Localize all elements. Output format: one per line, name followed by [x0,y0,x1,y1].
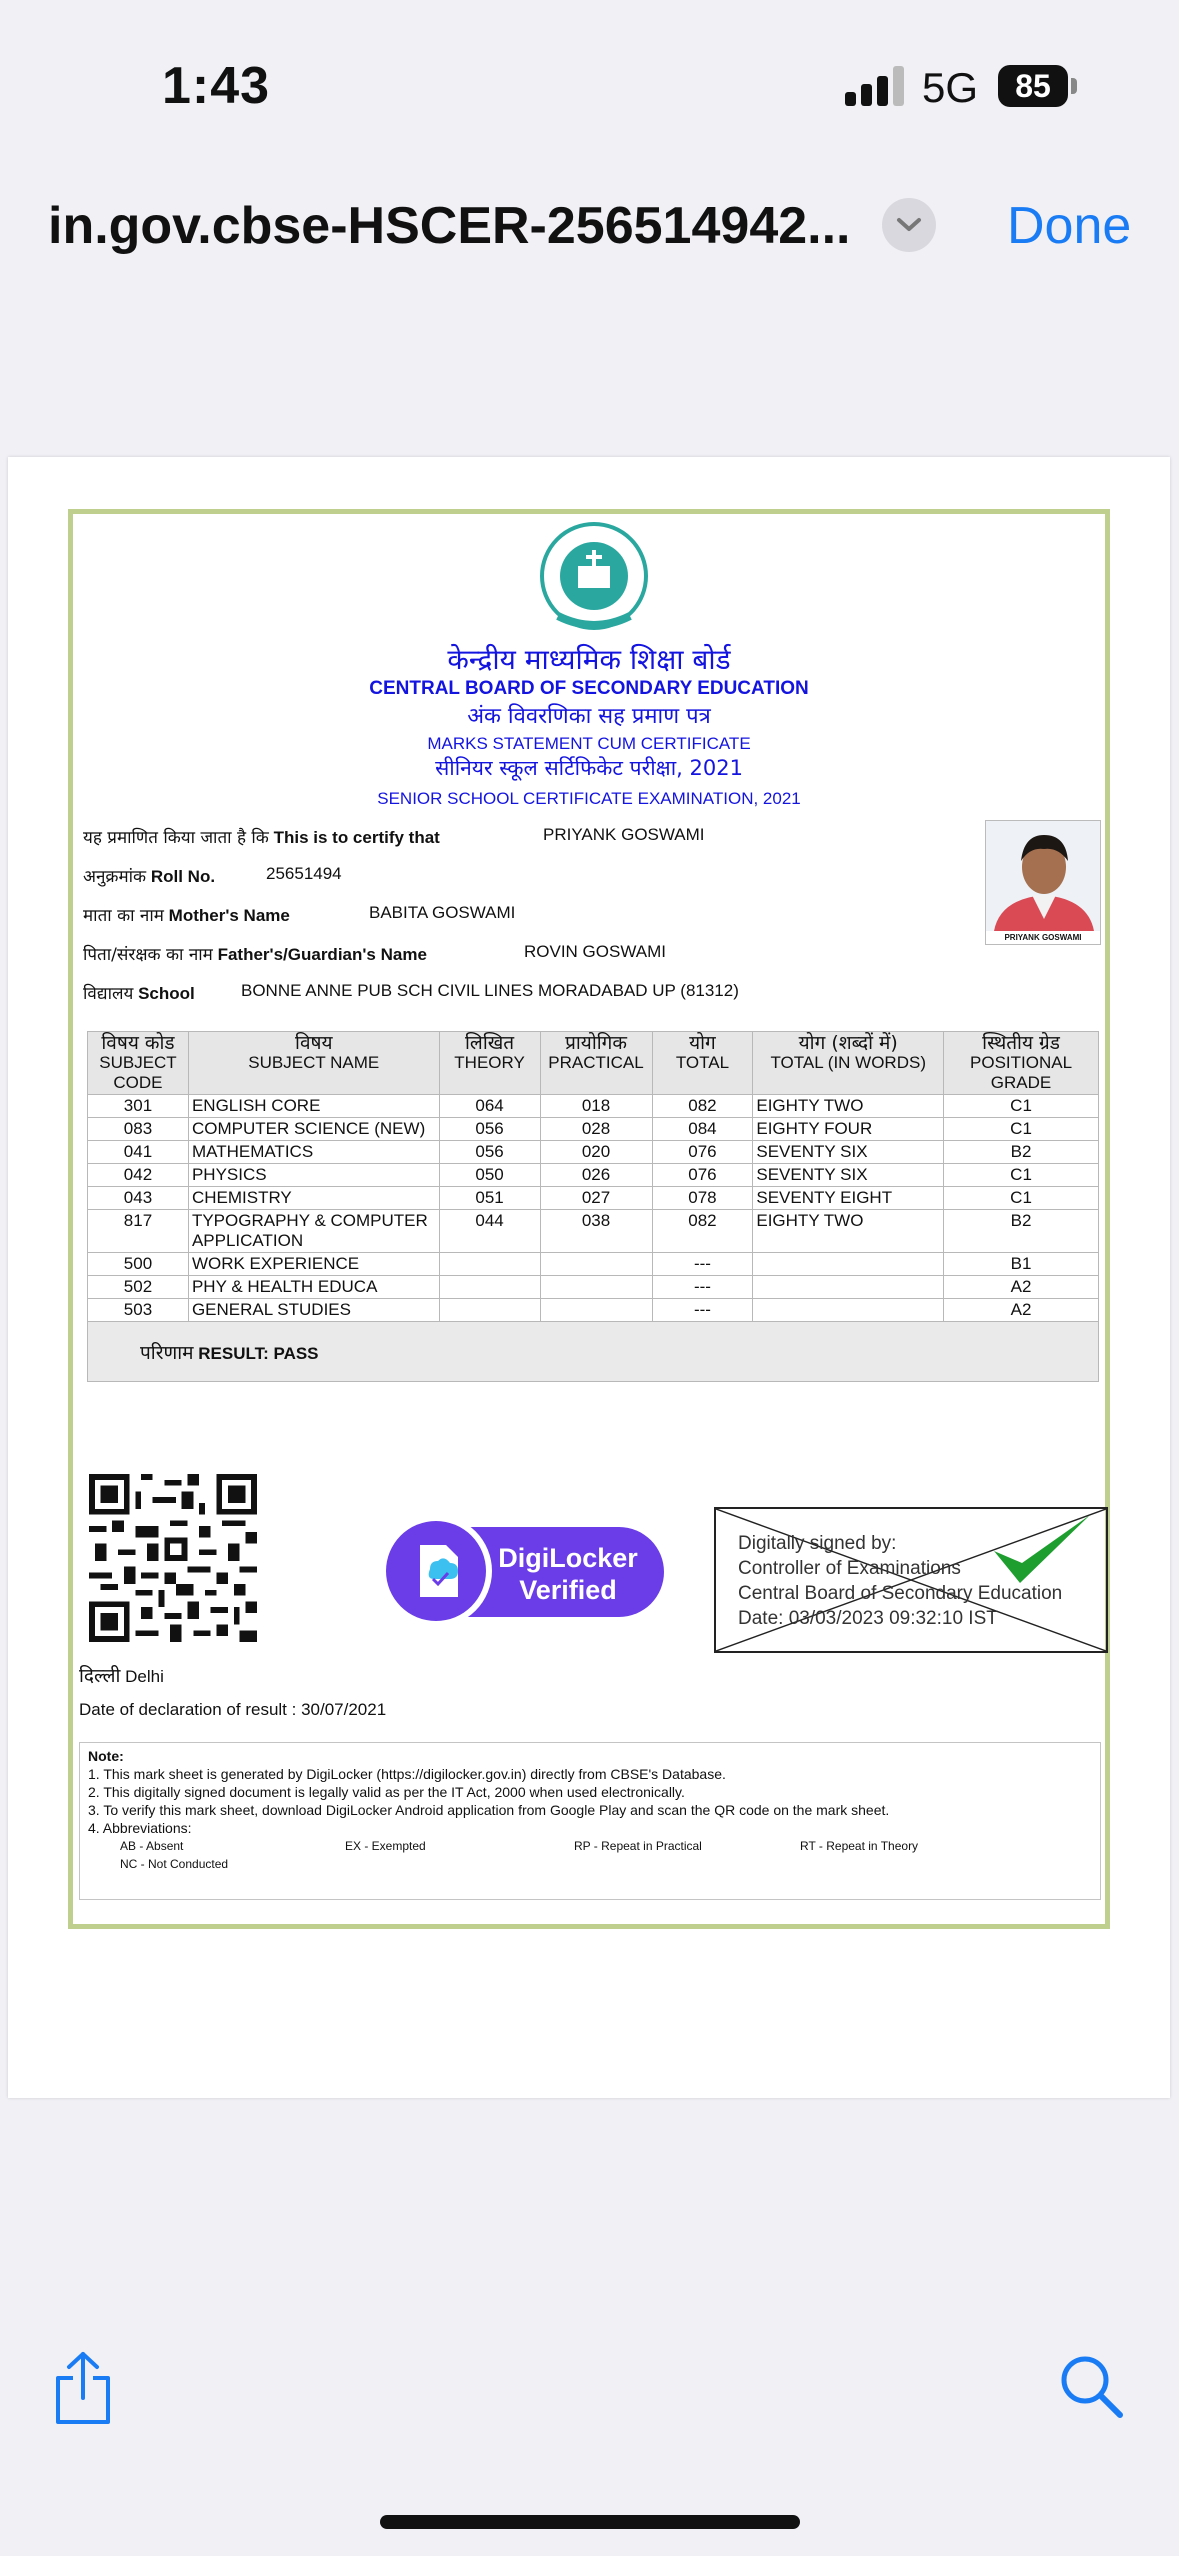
subject-name: ENGLISH CORE [188,1095,439,1118]
theory-marks: 051 [439,1187,540,1210]
school-name: BONNE ANNE PUB SCH CIVIL LINES MORADABAD UP (81312) [241,981,739,1000]
done-button[interactable]: Done [1007,197,1132,255]
declaration-date: Date of declaration of result : 30/07/2021 [79,1700,387,1719]
qr-code-icon [89,1474,257,1642]
signature-line-2: Controller of Examinations [738,1558,961,1579]
photo-caption: PRIYANK GOSWAMI [1004,933,1082,942]
subject-code: 500 [88,1253,189,1276]
table-row [88,1095,1099,1118]
digilocker-line1: DigiLocker [498,1543,638,1573]
total-in-words: SEVENTY SIX [753,1141,944,1164]
marks-table-header [88,1032,1099,1095]
abbr-repeat-practical: RP - Repeat in Practical [574,1839,702,1853]
subject-code: 502 [88,1276,189,1299]
signature-text [738,1531,1062,1631]
school-line [83,981,739,1004]
table-row [88,1118,1099,1141]
candidate-name: PRIYANK GOSWAMI [543,825,705,844]
battery-cap [1071,78,1077,94]
total-marks: --- [652,1299,753,1322]
signature-line-3: Central Board of Secondary Education [738,1583,1063,1604]
total-in-words [753,1276,944,1299]
header-subject-code: विषय कोड SUBJECT CODE [88,1032,189,1095]
grade: C1 [944,1118,1099,1141]
marks-table [87,1031,1099,1382]
grade: B2 [944,1141,1099,1164]
share-icon[interactable] [52,2350,114,2426]
place-hindi: दिल्ली [79,1665,121,1687]
abbr-absent: AB - Absent [120,1839,184,1853]
practical-marks: 018 [540,1095,652,1118]
school-label: School [138,984,195,1003]
search-icon[interactable] [1058,2353,1124,2419]
header-subject-name: विषय SUBJECT NAME [188,1032,439,1095]
theory-marks: 050 [439,1164,540,1187]
roll-label-hindi: अनुक्रमांक [83,867,147,887]
grade: B2 [944,1210,1099,1253]
mother-line [83,903,516,926]
practical-marks: 020 [540,1141,652,1164]
table-row [88,1187,1099,1210]
digilocker-line2: Verified [519,1575,617,1605]
subject-code: 817 [88,1210,189,1253]
network-type: 5G [922,64,979,111]
note-box [79,1742,1101,1900]
note-title: Note: [88,1748,124,1764]
header-grade: स्थितीय ग्रेड POSITIONAL GRADE [944,1032,1099,1095]
total-marks: --- [652,1253,753,1276]
abbr-exempted: EX - Exempted [345,1839,426,1853]
theory-marks: 056 [439,1141,540,1164]
subject-name: PHYSICS [188,1164,439,1187]
certify-label-hindi: यह प्रमाणित किया जाता है कि [83,828,269,848]
abbr-repeat-theory: RT - Repeat in Theory [800,1839,919,1853]
note-line: 3. To verify this mark sheet, download DigiLocker Android application from Google Play and scan the QR code on the mark sheet. [88,1802,890,1818]
document-page [8,457,1170,2098]
table-row [88,1210,1099,1253]
digilocker-verified-badge [378,1509,668,1634]
subject-code: 043 [88,1187,189,1210]
subject-code: 301 [88,1095,189,1118]
home-indicator[interactable] [380,2515,800,2529]
candidate-photo-image [986,821,1101,931]
mother-name: BABITA GOSWAMI [369,903,516,922]
note-line: 2. This digitally signed document is legally valid as per the IT Act, 2000 when used electronically. [88,1784,685,1800]
total-in-words: EIGHTY FOUR [753,1118,944,1141]
subject-code: 083 [88,1118,189,1141]
certify-line [83,825,705,848]
father-line [83,942,666,965]
abbr-not-conducted: NC - Not Conducted [120,1857,229,1871]
board-name-hindi: केन्द्रीय माध्यमिक शिक्षा बोर्ड [447,643,731,676]
theory-marks: 064 [439,1095,540,1118]
grade: C1 [944,1164,1099,1187]
theory-marks: 044 [439,1210,540,1253]
note-line: 4. Abbreviations: [88,1820,192,1836]
total-marks: 082 [652,1210,753,1253]
exam-name-hindi: सीनियर स्कूल सर्टिफिकेट परीक्षा, 2021 [435,756,743,780]
subject-name: TYPOGRAPHY & COMPUTER APPLICATION [188,1210,439,1253]
total-marks: 076 [652,1141,753,1164]
cbse-logo-icon [538,522,650,634]
total-marks: 082 [652,1095,753,1118]
result-cell [88,1322,1099,1382]
total-in-words: SEVENTY SIX [753,1164,944,1187]
table-row [88,1253,1099,1276]
total-marks: 076 [652,1164,753,1187]
practical-marks: 027 [540,1187,652,1210]
document-type: MARKS STATEMENT CUM CERTIFICATE [427,734,751,753]
practical-marks: 028 [540,1118,652,1141]
result-row [88,1322,1099,1382]
practical-marks [540,1276,652,1299]
practical-marks [540,1299,652,1322]
certificate-frame [68,509,1110,1929]
subject-code: 503 [88,1299,189,1322]
grade: A2 [944,1276,1099,1299]
status-bar [0,0,1179,175]
subject-code: 041 [88,1141,189,1164]
total-marks: --- [652,1276,753,1299]
battery-level: 85 [1015,67,1051,104]
header-practical: प्रायोगिक PRACTICAL [540,1032,652,1095]
grade: B1 [944,1253,1099,1276]
mother-label-hindi: माता का नाम [83,906,164,926]
subject-name: WORK EXPERIENCE [188,1253,439,1276]
total-in-words [753,1253,944,1276]
subject-code: 042 [88,1164,189,1187]
table-row [88,1276,1099,1299]
practical-marks: 026 [540,1164,652,1187]
signature-line-1: Digitally signed by: [738,1533,897,1554]
table-row [88,1164,1099,1187]
total-marks: 078 [652,1187,753,1210]
abbreviations-2 [88,1855,1092,1873]
header-theory: लिखित THEORY [439,1032,540,1095]
father-name: ROVIN GOSWAMI [524,942,666,961]
document-type-hindi: अंक विवरणिका सह प्रमाण पत्र [467,704,711,729]
practical-marks [540,1253,652,1276]
document-title[interactable]: in.gov.cbse-HSCER-256514942... [48,197,851,255]
grade: C1 [944,1187,1099,1210]
father-label: Father's/Guardian's Name [217,945,427,964]
subject-name: PHY & HEALTH EDUCA [188,1276,439,1299]
total-in-words: SEVENTY EIGHT [753,1187,944,1210]
note-line: 1. This mark sheet is generated by DigiLocker (https://digilocker.gov.in) directly from CBSE's Database. [88,1766,726,1782]
table-row [88,1299,1099,1322]
signature-date: Date: 03/03/2023 09:32:10 IST [738,1608,998,1629]
board-name: CENTRAL BOARD OF SECONDARY EDUCATION [369,678,809,699]
place-english: Delhi [125,1667,164,1686]
place [79,1662,164,1688]
father-label-hindi: पिता/संरक्षक का नाम [83,945,213,965]
result-status: RESULT: PASS [198,1343,319,1363]
theory-marks [439,1299,540,1322]
result-label-hindi: परिणाम [140,1341,194,1364]
mother-label: Mother's Name [168,906,290,925]
status-time: 1:43 [162,57,271,115]
battery-icon [998,65,1068,107]
subject-name: GENERAL STUDIES [188,1299,439,1322]
subject-name: MATHEMATICS [188,1141,439,1164]
candidate-photo [985,820,1101,945]
exam-name: SENIOR SCHOOL CERTIFICATE EXAMINATION, 2021 [377,789,801,808]
school-label-hindi: विद्यालय [83,984,134,1004]
theory-marks [439,1276,540,1299]
table-row [88,1141,1099,1164]
subject-name: CHEMISTRY [188,1187,439,1210]
grade: A2 [944,1299,1099,1322]
total-in-words: EIGHTY TWO [753,1210,944,1253]
total-in-words: EIGHTY TWO [753,1095,944,1118]
theory-marks: 056 [439,1118,540,1141]
abbreviations [88,1837,1092,1855]
theory-marks [439,1253,540,1276]
cellular-signal-icon [845,66,907,106]
roll-number: 25651494 [266,864,342,883]
header-total-words: योग (शब्दों में) TOTAL (IN WORDS) [753,1032,944,1095]
certify-label: This is to certify that [273,828,440,847]
chevron-down-icon[interactable] [882,198,936,252]
total-marks: 084 [652,1118,753,1141]
roll-line [83,864,342,887]
total-in-words [753,1299,944,1322]
practical-marks: 038 [540,1210,652,1253]
subject-name: COMPUTER SCIENCE (NEW) [188,1118,439,1141]
digital-signature-box [714,1507,1108,1653]
grade: C1 [944,1095,1099,1118]
roll-label: Roll No. [150,867,216,886]
header-total: योग TOTAL [652,1032,753,1095]
